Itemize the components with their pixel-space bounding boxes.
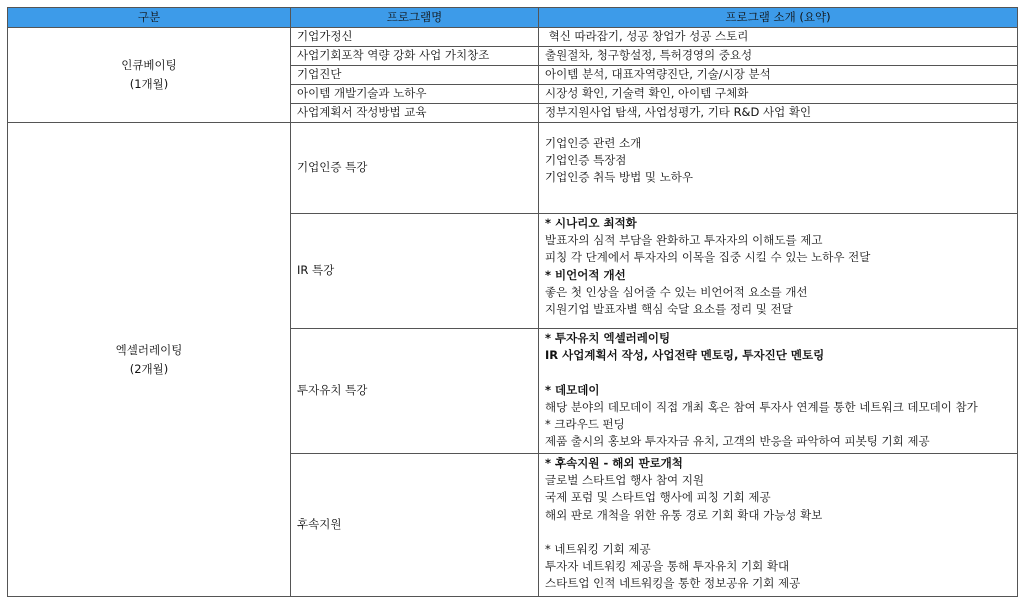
desc-line: * 비언어적 개선 [545,267,626,282]
desc-line: 기업인증 특장점 [545,153,627,168]
program-desc [539,123,1018,214]
desc-line: IR 사업계획서 작성, 사업전략 멘토링, 투자진단 멘토링 [545,348,825,363]
program-table [7,7,1018,597]
desc-line: * 크라우드 펀딩 [545,417,625,431]
desc-line: * 투자유치 엑셀러레이팅 [545,331,671,345]
header-intro: 프로그램 소개 (요약) [539,8,1018,28]
program-desc: 시장성 확인, 기술력 확인, 아이템 구체화 [539,85,1018,104]
desc-line: * 네트워킹 기회 제공 [545,542,651,556]
header-row [8,8,1018,28]
desc-line: * 시나리오 최적화 [545,216,637,230]
desc-line: 발표자의 심적 부담을 완화하고 투자자의 이해도를 제고 [545,233,823,248]
desc-line [545,524,1011,541]
desc-line: 해외 판로 개척을 위한 유통 경로 기회 확대 가능성 확보 [545,507,823,522]
desc-line: 투자자 네트워킹 제공을 통해 투자유치 기회 확대 [545,559,790,574]
program-desc: 혁신 따라잡기, 성공 창업가 성공 스토리 [539,28,1018,47]
table-row [8,28,1018,47]
program-name: 아이템 개발기술과 노하우 [291,85,539,104]
program-desc: 아이템 분석, 대표자역량진단, 기술/시장 분석 [539,66,1018,85]
program-desc [539,214,1018,329]
program-name: 투자유치 특강 [291,329,539,454]
category-incubating [8,28,291,123]
category-name: 엑셀러레이팅 [115,342,183,357]
program-name: 기업인증 특강 [291,123,539,214]
category-name: 인큐베이팅 [121,58,177,72]
category-accelerating [8,123,291,597]
header-program: 프로그램명 [291,8,539,28]
program-name: 기업가정신 [291,28,539,47]
desc-line: 피칭 각 단계에서 투자자의 이목을 집중 시킬 수 있는 노하우 전달 [545,250,871,265]
desc-line: 스타트업 인적 네트워킹을 통한 정보공유 기회 제공 [545,576,801,591]
program-name: 사업계획서 작성방법 교육 [291,104,539,123]
desc-line: 제품 출시의 홍보와 투자자금 유치, 고객의 반응을 파악하여 피봇팅 기회 제공 [545,434,930,449]
program-desc [539,454,1018,597]
desc-line: 해당 분야의 데모데이 직접 개최 혹은 참여 투자사 연계를 통한 네트워크 데모데이 참가 [545,399,978,414]
program-desc: 출원절차, 청구항설정, 특허경영의 중요성 [539,47,1018,66]
category-duration: (1개월) [129,77,169,91]
desc-line: 글로벌 스타트업 행사 참여 지원 [545,473,705,488]
program-name: 후속지원 [291,454,539,597]
desc-line: 좋은 첫 인상을 심어줄 수 있는 비언어적 요소를 개선 [545,284,808,299]
desc-line: * 데모데이 [545,382,600,397]
desc-line: * 후속지원 - 해외 판로개척 [545,456,683,470]
desc-line: 국제 포럼 및 스타트업 행사에 피칭 기회 제공 [545,490,771,505]
desc-line [545,364,1011,381]
program-desc: 정부지원사업 탐색, 사업성평가, 기타 R&D 사업 확인 [539,104,1018,123]
desc-line: 지원기업 발표자별 핵심 숙달 요소를 정리 및 전달 [545,302,793,317]
program-name: 사업기회포착 역량 강화 사업 가치창조 [291,47,539,66]
program-desc [539,329,1018,454]
table-row [8,123,1018,214]
category-duration: (2개월) [129,361,169,376]
program-name: IR 특강 [291,214,539,329]
header-category: 구분 [8,8,291,28]
program-name: 기업진단 [291,66,539,85]
desc-line: 기업인증 관련 소개 [545,136,642,150]
desc-line: 기업인증 취득 방법 및 노하우 [545,170,693,185]
